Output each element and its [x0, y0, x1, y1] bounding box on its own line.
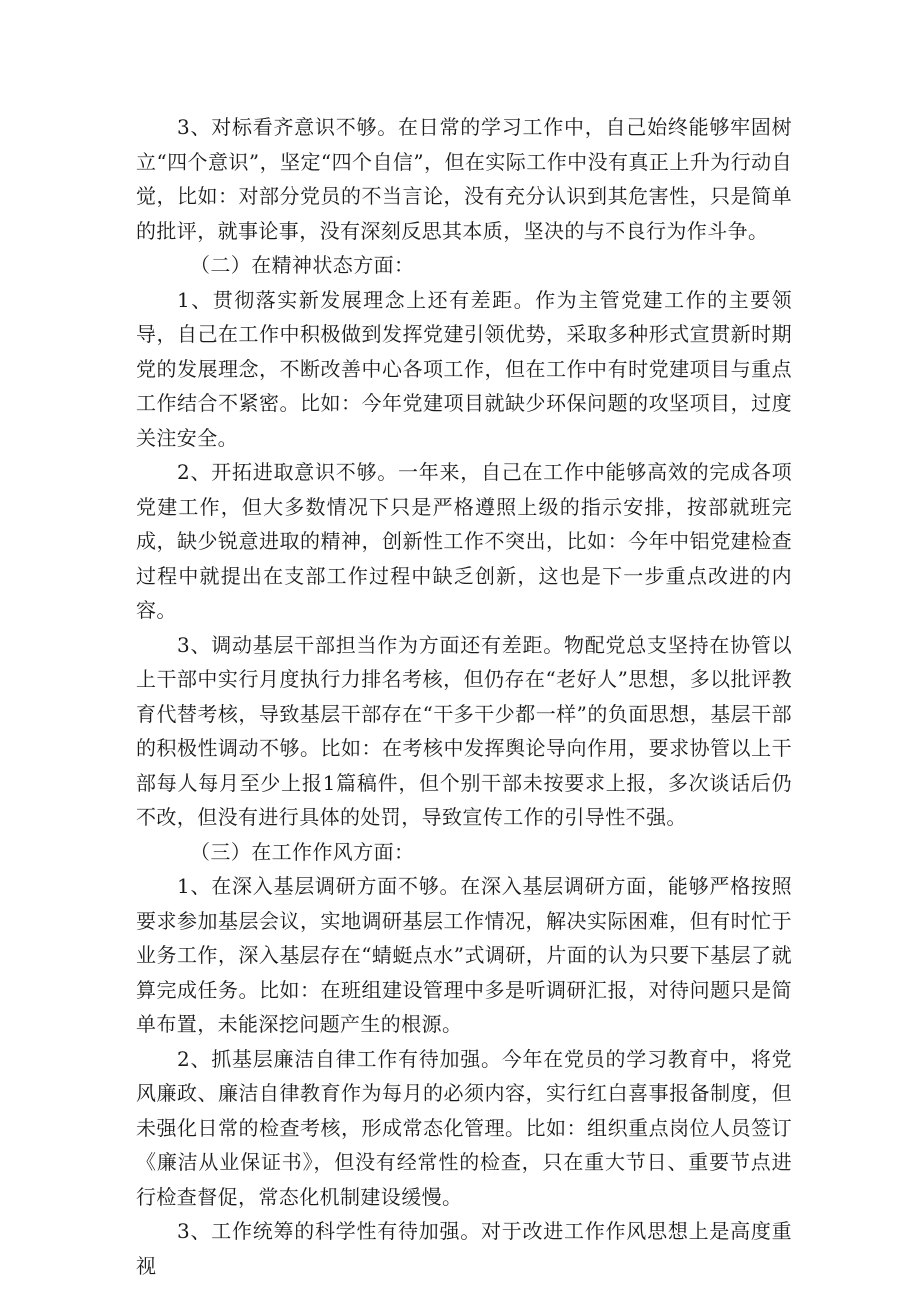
paragraph-integrity-self-discipline: 2、抓基层廉洁自律工作有待加强。今年在党员的学习教育中，将党风廉政、廉洁自律教育作为每月的必须内容，实行红白喜事报备制度，但未强化日常的检查考核，形成常态化管理。比如：组织重点岗位人员签订《廉洁从业保证书》，但没有经常性的检查，只在重大节日、重要节点进行检查督促，常态化机制建设缓慢。: [136, 1046, 792, 1209]
paragraph-work-coordination: 3、工作统筹的科学性有待加强。对于改进工作作风思想上是高度重视: [136, 1219, 792, 1278]
document-page: [136, 110, 792, 1290]
section-heading-mental-state: （二）在精神状态方面：: [190, 253, 415, 277]
paragraph-new-development-concept: 1、贯彻落实新发展理念上还有差距。作为主管党建工作的主要领导，自己在工作中积极做到发挥党建引领优势，采取多种形式宣贯新时期党的发展理念，不断改善中心各项工作，但在工作中有时党建项目与重点工作结合不紧密。比如：今年党建项目就缺少环保问题的攻坚项目，过度关注安全。: [136, 287, 792, 450]
section-heading-work-style: （三）在工作作风方面：: [190, 839, 415, 864]
paragraph-cadre-motivation: 3、调动基层干部担当作为方面还有差距。物配党总支坚持在协管以上干部中实行月度执行力排名考核，但仍存在“老好人”思想，多以批评教育代替考核，导致基层干部存在“干多干少都一样”的负面思想，基层干部的积极性调动不够。比如：在考核中发挥舆论导向作用，要求协管以上干部每人每月至少上报1篇稿件，但个别干部未按要求上报，多次谈话后仍不改，但没有进行具体的处罚，导致宣传工作的引导性不强。: [136, 632, 792, 829]
paragraph-grassroots-research: 1、在深入基层调研方面不够。在深入基层调研方面，能够严格按照要求参加基层会议，实地调研基层工作情况，解决实际困难，但有时忙于业务工作，深入基层存在“蜻蜓点水”式调研，片面的认为只要下基层了就算完成任务。比如：在班组建设管理中多是听调研汇报，对待问题只是简单布置，未能深挖问题产生的根源。: [136, 874, 792, 1036]
paragraph-pioneering-spirit: 2、开拓进取意识不够。一年来，自己在工作中能够高效的完成各项党建工作，但大多数情况下只是严格遵照上级的指示安排，按部就班完成，缺少锐意进取的精神，创新性工作不突出，比如：今年中铝党建检查过程中就提出在支部工作过程中缺乏创新，这也是下一步重点改进的内容。: [136, 460, 792, 622]
paragraph-discipline-awareness: 3、对标看齐意识不够。在日常的学习工作中，自己始终能够牢固树立“四个意识”，坚定“四个自信”，但在实际工作中没有真正上升为行动自觉，比如：对部分党员的不当言论，没有充分认识到其危害性，只是简单的批评，就事论事，没有深刻反思其本质，坚决的与不良行为作斗争。: [136, 115, 792, 243]
